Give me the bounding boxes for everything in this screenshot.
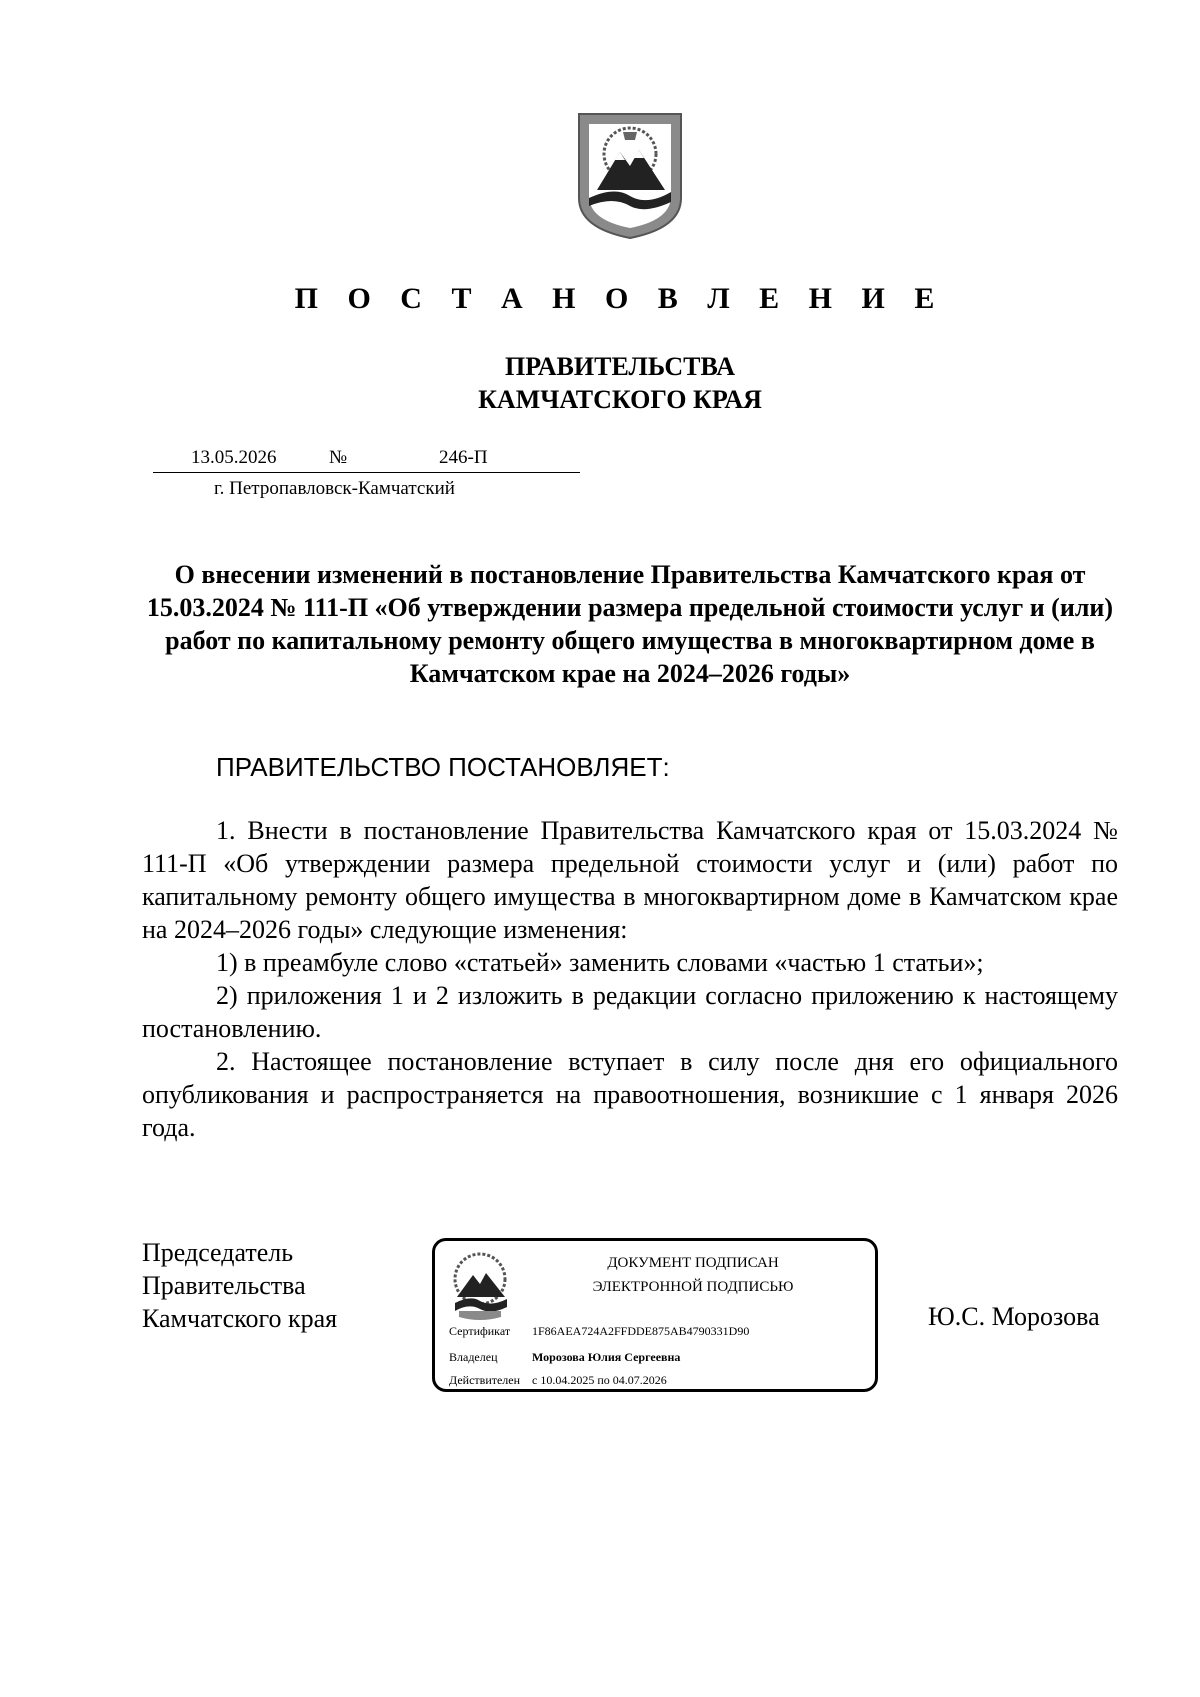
owner-label: Владелец <box>449 1350 498 1364</box>
date-number-line <box>153 444 580 473</box>
city-name: г. Петропавловск-Камчатский <box>214 478 455 499</box>
document-type-heading: П О С Т А Н О В Л Е Н И Е <box>294 282 946 315</box>
number-sign: № <box>329 447 348 468</box>
document-body <box>142 814 1118 1144</box>
signatory-name: Ю.С. Морозова <box>928 1302 1100 1331</box>
decree-line: ПРАВИТЕЛЬСТВО ПОСТАНОВЛЯЕТ: <box>216 752 670 782</box>
validity-value: с 10.04.2025 по 04.07.2026 <box>532 1373 667 1387</box>
validity-label: Действителен <box>449 1373 521 1387</box>
certificate-value: 1F86AEA724A2FFDDE875AB4790331D90 <box>532 1324 750 1338</box>
position-line-2: Правительства <box>142 1271 306 1300</box>
document-title: О внесении изменений в постановление Правительства Камчатского края от 15.03.2024 № 111-П «Об утверждении размера предельной стоимости услуг и (или) работ по капитальному ремонту общего имущества в многоквартирном доме в Камчатском крае на 2024–2026 годы» <box>146 560 1114 688</box>
paragraph-1-item-2: 2) приложения 1 и 2 изложить в редакции согласно приложению к настоящему постановлению. <box>142 981 1118 1043</box>
certificate-row <box>449 1324 749 1339</box>
kamchatka-coat-of-arms-icon <box>575 110 685 240</box>
validity-row <box>449 1373 667 1388</box>
document-date: 13.05.2026 <box>191 447 277 468</box>
stamp-title-line-1: ДОКУМЕНТ ПОДПИСАН <box>607 1255 779 1271</box>
electronic-signature-stamp <box>432 1238 878 1392</box>
authority-line-1: ПРАВИТЕЛЬСТВА <box>505 352 735 381</box>
paragraph-2: 2. Настоящее постановление вступает в силу после дня его официального опубликования и распространяется на правоотношения, возникшие с 1 января 2026 года. <box>142 1047 1118 1142</box>
signatory-position <box>142 1236 337 1335</box>
position-line-1: Председатель <box>142 1238 294 1267</box>
stamp-title-line-2: ЭЛЕКТРОННОЙ ПОДПИСЬЮ <box>592 1279 794 1295</box>
position-line-3: Камчатского края <box>142 1304 338 1333</box>
owner-value: Морозова Юлия Сергеевна <box>532 1350 681 1364</box>
paragraph-1-item-1: 1) в преамбуле слово «статьей» заменить словами «частью 1 статьи»; <box>216 948 984 977</box>
stamp-coat-of-arms-icon <box>449 1251 511 1323</box>
owner-row <box>449 1350 680 1365</box>
document-number: 246-П <box>439 447 488 468</box>
paragraph-1: 1. Внести в постановление Правительства Камчатского края от 15.03.2024 № 111-П «Об утверждении размера предельной стоимости услуг и (или) работ по капитальному ремонту общего имущества в многоквартирном доме в Камчатском крае на 2024–2026 годы» следующие изменения: <box>142 816 1118 944</box>
authority-line-2: КАМЧАТСКОГО КРАЯ <box>478 385 762 414</box>
certificate-label: Сертификат <box>449 1324 511 1338</box>
